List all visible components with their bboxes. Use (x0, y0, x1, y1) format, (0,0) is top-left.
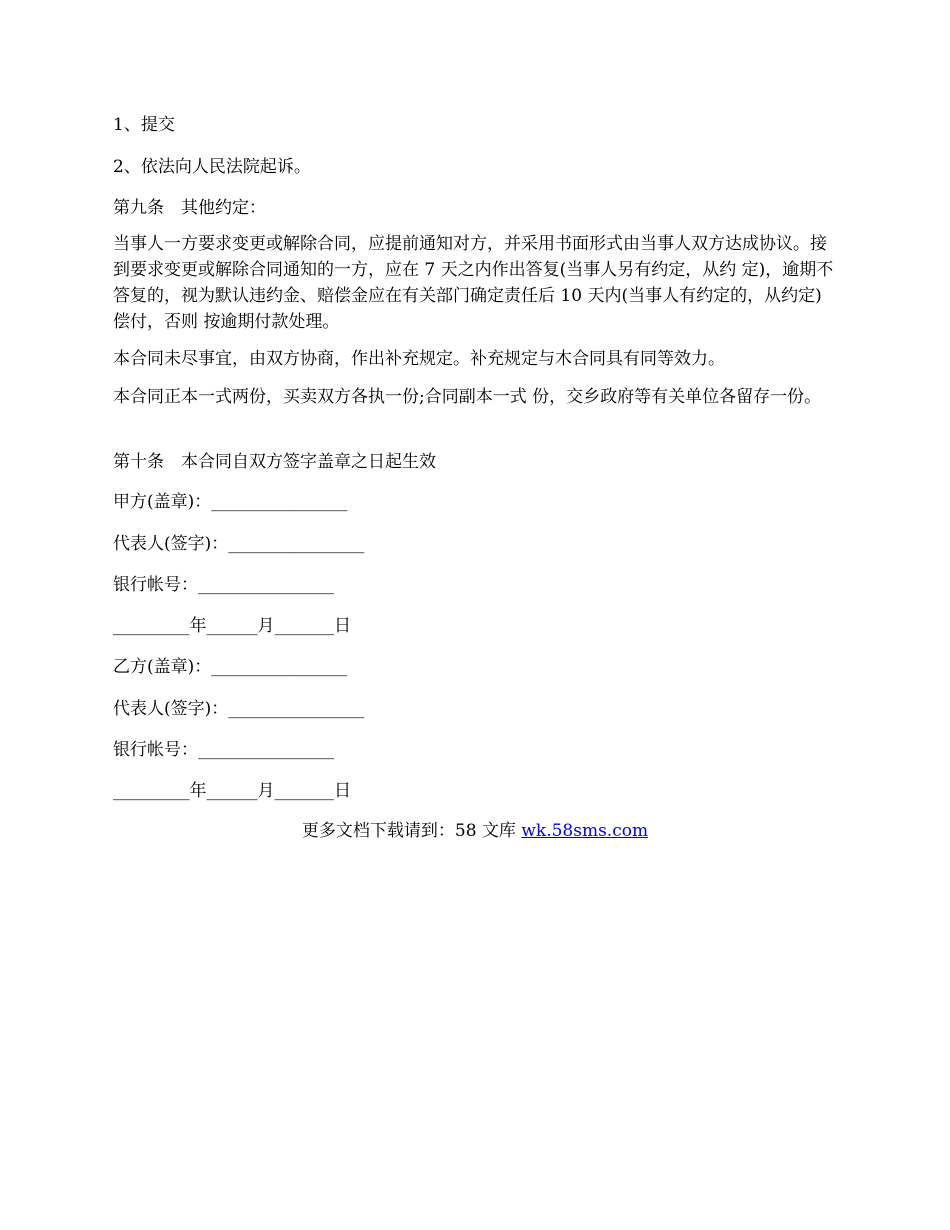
party-b-date: _________年______月_______日 (113, 781, 351, 801)
paragraph-copies: 本合同正本一式两份，买卖双方各执一份;合同副本一式 份，交乡政府等有关单位各留存一份。 (113, 387, 822, 407)
article-10: 第十条 本合同自双方签字盖章之日起生效 (113, 452, 436, 472)
paragraph-contract-change: 当事人一方要求变更或解除合同，应提前通知对方，并采用书面形式由当事人双方达成协议。接到要求变更或解除合同通知的一方，应在 7 天之内作出答复(当事人另有约定，从约 定)，逾期不答复的，视为默认违约金、赔偿金应在有关部门确定责任后 10 天内(当事人有约定的，从约定)偿付，否则 按逾期付款处理。 (113, 234, 834, 332)
party-b-bank-account: 银行帐号：________________ (113, 740, 334, 760)
footer-text: 更多文档下载请到：58 文库 (301, 821, 522, 841)
paragraph-supplement: 本合同未尽事宜，由双方协商，作出补充规定。补充规定与木合同具有同等效力。 (113, 349, 725, 369)
footer (0, 818, 950, 844)
party-a-representative: 代表人(签字)：________________ (113, 534, 365, 554)
party-b-representative: 代表人(签字)：________________ (113, 699, 365, 719)
list-item-submit: 1、提交 (113, 115, 175, 135)
party-a-date: _________年______月_______日 (113, 616, 351, 636)
article-9-heading: 第九条 其他约定： (113, 198, 266, 218)
party-b-seal: 乙方(盖章)：________________ (113, 657, 348, 677)
party-a-seal: 甲方(盖章)：________________ (113, 492, 348, 512)
party-a-bank-account: 银行帐号：________________ (113, 575, 334, 595)
footer-link[interactable]: wk.58sms.com (521, 821, 649, 841)
list-item-court: 2、依法向人民法院起诉。 (113, 157, 311, 177)
